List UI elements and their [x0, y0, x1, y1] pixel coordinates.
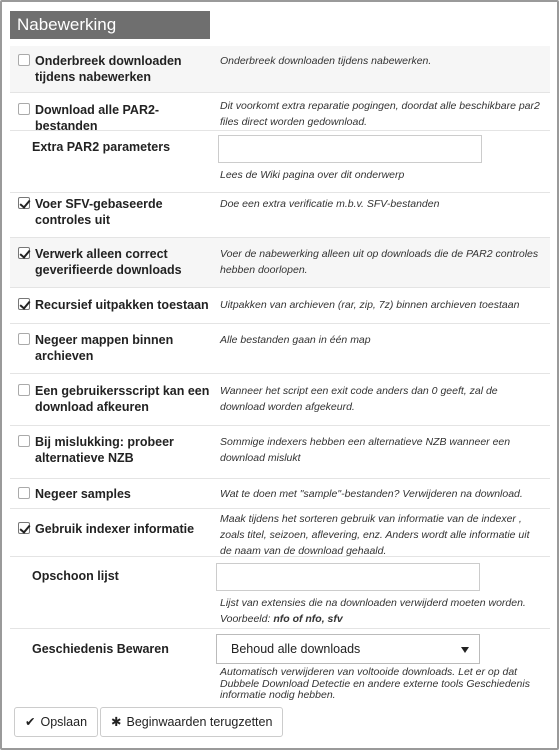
setting-label[interactable]: Gebruik indexer informatie: [18, 521, 213, 537]
extra-par2-parameters-input[interactable]: [218, 135, 482, 163]
caret-down-icon: [461, 647, 469, 653]
indexer-info-checkbox[interactable]: [18, 522, 30, 534]
setting-label[interactable]: Download alle PAR2-bestanden: [18, 102, 213, 134]
recursive-unpack-checkbox[interactable]: [18, 298, 30, 310]
setting-description: Uitpakken van archieven (rar, zip, 7z) binnen archieven toestaan: [220, 299, 520, 311]
asterisk-icon: ✱: [111, 715, 122, 729]
ignore-folders-checkbox[interactable]: [18, 333, 30, 345]
setting-row-ignore-folders: [10, 324, 550, 374]
setting-description: Lijst van extensies die na downloaden verwijderd moeten worden. Voorbeeld: nfo of nfo, sfv: [220, 597, 526, 625]
setting-row-download-all-par2: [10, 93, 550, 131]
setting-label[interactable]: Verwerk alleen correct geverifieerde downloads: [18, 246, 213, 278]
section-title: Nabewerking: [10, 11, 210, 39]
setting-row-extra-par2-parameters: [10, 131, 550, 193]
setting-description: Doe een extra verificatie m.b.v. SFV-bestanden: [220, 198, 440, 210]
history-retention-select[interactable]: Behoud alle downloads: [216, 634, 480, 664]
setting-description: Dit voorkomt extra reparatie pogingen, doordat alle beschikbare par2 files direct worden gedownload.: [220, 100, 540, 128]
setting-row-pause-downloading: [10, 46, 550, 93]
setting-row-recursive-unpack: [10, 288, 550, 324]
setting-description: Voer de nabewerking alleen uit op downloads die de PAR2 controles hebben doorlopen.: [220, 248, 539, 276]
setting-row-cleanup-list: [10, 557, 550, 629]
setting-label[interactable]: Voer SFV-gebaseerde controles uit: [18, 196, 213, 228]
setting-description: Automatisch verwijderen van voltooide downloads. Let er op dat Dubbele Download Detectie en andere externe tools Geschiedenis informatie nodig hebben.: [220, 666, 530, 701]
setting-label[interactable]: Negeer mappen binnen archieven: [18, 332, 213, 364]
setting-label[interactable]: Onderbreek downloaden tijdens nabewerken: [18, 53, 213, 85]
setting-row-script-can-fail: [10, 374, 550, 426]
ignore-samples-checkbox[interactable]: [18, 487, 30, 499]
script-can-fail-checkbox[interactable]: [18, 384, 30, 396]
check-icon: ✔: [25, 715, 36, 729]
setting-row-alternative-nzb: [10, 426, 550, 479]
reset-defaults-button[interactable]: ✱ Beginwaarden terugzetten: [100, 707, 283, 737]
sfv-check-checkbox[interactable]: [18, 197, 30, 209]
save-button[interactable]: ✔ Opslaan: [14, 707, 98, 737]
setting-description: Sommige indexers hebben een alternatieve NZB wanneer een download mislukt: [220, 436, 511, 464]
setting-label[interactable]: Een gebruikersscript kan een download afkeuren: [18, 383, 213, 415]
setting-description: Maak tijdens het sorteren gebruik van informatie van de indexer , zoals titel, seizoen, aflevering, enz. Anders wordt alle informatie uit de naam van de download gehaald.: [220, 513, 530, 557]
setting-description: Wat te doen met "sample"-bestanden? Verwijderen na download.: [220, 488, 523, 500]
cleanup-list-input[interactable]: [216, 563, 480, 591]
setting-description: Wanneer het script een exit code anders dan 0 geeft, zal de download worden afgekeurd.: [220, 385, 498, 413]
setting-label[interactable]: Recursief uitpakken toestaan: [18, 297, 213, 313]
verified-only-checkbox[interactable]: [18, 247, 30, 259]
setting-label: Extra PAR2 parameters: [32, 140, 171, 154]
pause-downloading-checkbox[interactable]: [18, 54, 30, 66]
setting-label[interactable]: Bij mislukking: probeer alternatieve NZB: [18, 434, 213, 466]
setting-row-sfv-check: [10, 193, 550, 238]
setting-row-ignore-samples: [10, 479, 550, 509]
alternative-nzb-checkbox[interactable]: [18, 435, 30, 447]
setting-row-history-retention: [10, 629, 550, 701]
setting-description: Onderbreek downloaden tijdens nabewerken.: [220, 55, 432, 67]
setting-label: Geschiedenis Bewaren: [32, 642, 169, 656]
setting-description: Alle bestanden gaan in één map: [220, 334, 371, 346]
setting-row-verified-only: [10, 238, 550, 288]
setting-row-indexer-info: [10, 509, 550, 557]
download-all-par2-checkbox[interactable]: [18, 103, 30, 115]
setting-label: Opschoon lijst: [32, 569, 119, 583]
wiki-link[interactable]: Lees de Wiki pagina over dit onderwerp: [220, 169, 405, 181]
setting-label[interactable]: Negeer samples: [18, 486, 213, 502]
